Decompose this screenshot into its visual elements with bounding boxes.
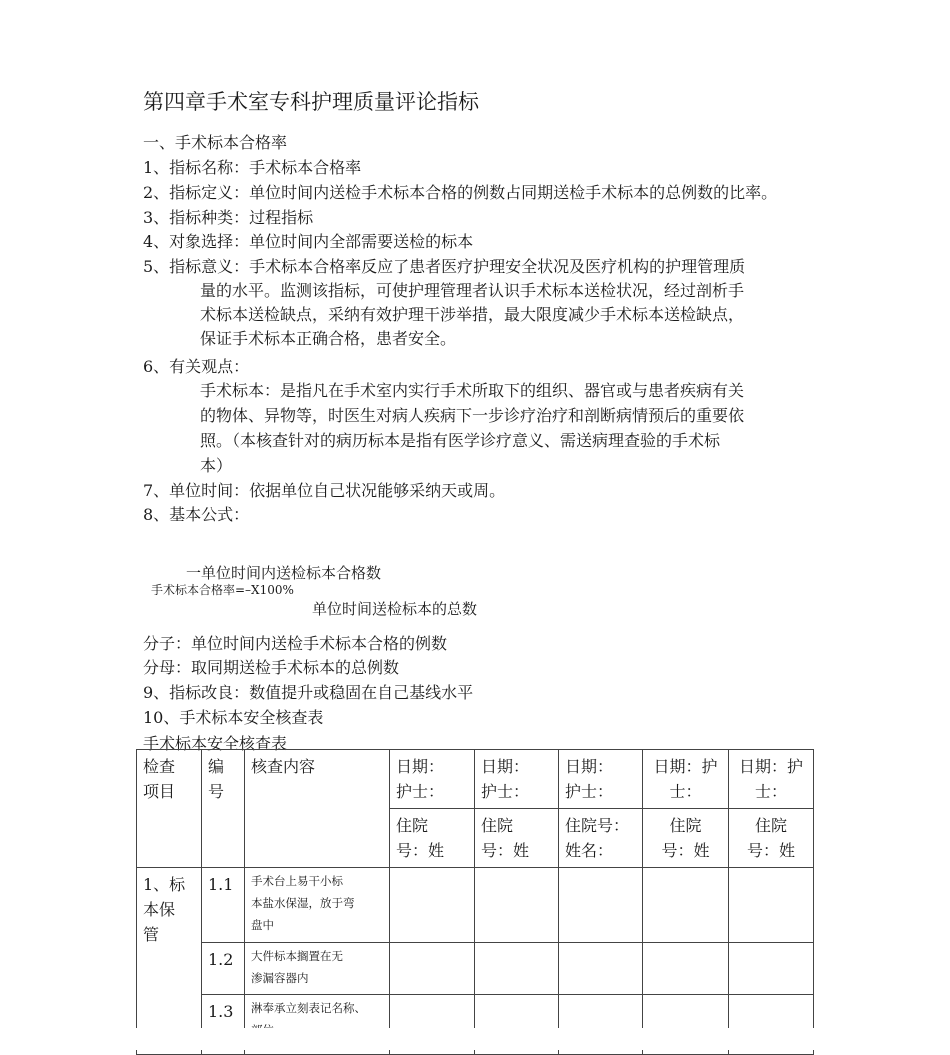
item-5-line3: 术标本送检缺点，采纳有效护理干涉举措，最大限度减少手术标本送检缺点， — [200, 305, 745, 324]
item-2: 2、指标定义：单位时间内送检手术标本合格的例数占同期送检手术标本的总例数的比率。 — [143, 183, 778, 202]
item-4: 4、对象选择：单位时间内全部需要送检的标本 — [143, 232, 474, 251]
header-patient-1: 住院 号：姓 — [390, 809, 475, 868]
check-cell[interactable] — [475, 943, 559, 995]
row-number: 1.3 — [202, 995, 245, 1055]
item-1: 1、指标名称：手术标本合格率 — [143, 158, 362, 177]
header-date-2: 日期： 护士： — [475, 750, 559, 809]
header-patient-3: 住院号： 姓名： — [559, 809, 643, 868]
header-number: 编 号 — [202, 750, 245, 868]
item-5-line4: 保证手术标本正确合格，患者安全。 — [200, 329, 457, 348]
formula-lhs: 手术标本合格率=–X100% — [151, 583, 294, 597]
check-cell[interactable] — [475, 868, 559, 943]
header-date-1: 日期： 护士： — [390, 750, 475, 809]
header-content: 核查内容 — [245, 750, 390, 868]
item-3: 3、指标种类：过程指标 — [143, 208, 314, 227]
table-header-row — [137, 750, 814, 809]
item-7: 7、单位时间：依据单位自己状况能够采纳天或周。 — [143, 481, 506, 500]
check-cell[interactable] — [390, 868, 475, 943]
item-6: 6、有关观点： — [143, 357, 250, 376]
row-content: 淋奉承立刻表记名称、 — [245, 995, 390, 1055]
header-patient-4: 住院 号：姓 — [643, 809, 729, 868]
item-6-body-line1: 手术标本：是指凡在手术室内实行手术所取下的组织、器官或与患者疾病有关 — [200, 381, 745, 400]
section-heading: 一、手术标本合格率 — [143, 133, 288, 152]
item-6-body-line2: 的物体、异物等，时医生对病人疾病下一步诊疗治疗和剖断病情预后的重要依 — [200, 406, 745, 425]
row-number: 1.2 — [202, 943, 245, 995]
row-number: 1.1 — [202, 868, 245, 943]
formula-denominator: 单位时间送检标本的总数 — [312, 600, 478, 618]
table-row — [137, 868, 814, 943]
check-cell[interactable] — [643, 868, 729, 943]
row-content: 大件标本搁置在无 渗漏容器内 — [245, 943, 390, 995]
denominator-definition: 分母：取同期送检手术标本的总例数 — [143, 658, 400, 677]
check-cell[interactable] — [559, 943, 643, 995]
table-caption: 手术标本安全核查表 — [143, 734, 288, 753]
page-title: 第四章手术室专科护理质量评论指标 — [143, 90, 479, 114]
header-date-4: 日期：护 士： — [643, 750, 729, 809]
group-specimen-storage: 1、标 本保 管 — [137, 868, 202, 1055]
numerator-definition: 分子：单位时间内送检手术标本合格的例数 — [143, 634, 448, 653]
check-cell[interactable] — [643, 943, 729, 995]
item-5-line2: 量的水平。监测该指标，可使护理管理者认识手术标本送检状况，经过剖析手 — [200, 281, 745, 300]
page-bottom-mask — [0, 1028, 950, 1050]
header-date-5: 日期：护 士： — [729, 750, 814, 809]
table-row — [137, 943, 814, 995]
check-cell[interactable] — [729, 868, 814, 943]
item-6-body-line3: 照。（本核查针对的病历标本是指有医学诊疗意义、需送病理查验的手术标 — [200, 431, 721, 450]
item-6-body-line4: 本） — [200, 456, 233, 475]
specimen-check-table — [136, 749, 814, 1055]
item-9: 9、指标改良：数值提升或稳固在自己基线水平 — [143, 683, 474, 702]
item-10: 10、手术标本安全核查表 — [143, 708, 324, 727]
header-date-3: 日期： 护士： — [559, 750, 643, 809]
check-cell[interactable] — [390, 943, 475, 995]
check-cell[interactable] — [729, 943, 814, 995]
formula-numerator: 一单位时间内送检标本合格数 — [186, 564, 382, 582]
check-cell[interactable] — [559, 868, 643, 943]
header-patient-5: 住院 号：姓 — [729, 809, 814, 868]
item-5-line1: 5、指标意义：手术标本合格率反应了患者医疗护理安全状况及医疗机构的护理管理质 — [143, 257, 746, 276]
header-check-item: 检查 项目 — [137, 750, 202, 868]
item-8: 8、基本公式： — [143, 505, 250, 524]
header-patient-2: 住院 号：姓 — [475, 809, 559, 868]
row-content: 手术台上易干小标 本盐水保湿，放于弯 盘中 — [245, 868, 390, 943]
